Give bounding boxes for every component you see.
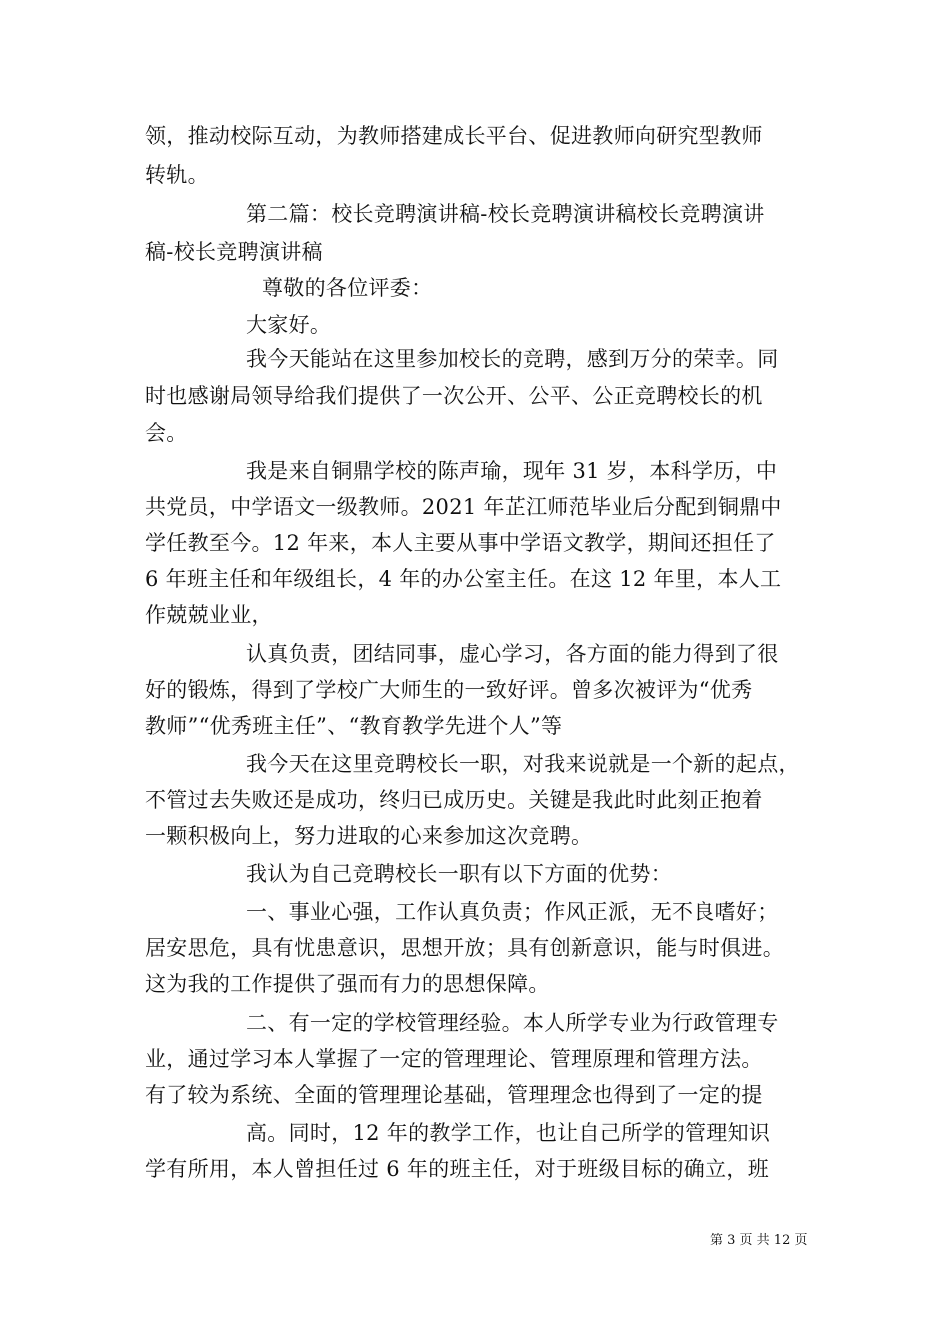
- text-line: 领，推动校际互动，为教师搭建成长平台、促进教师向研究型教师: [145, 124, 763, 148]
- text-line: 业，通过学习本人掌握了一定的管理理论、管理原理和管理方法。: [145, 1047, 763, 1071]
- text-line: 作兢兢业业，: [145, 603, 273, 627]
- text-line: 不管过去失败还是成功，终归已成历史。关键是我此时此刻正抱着: [145, 788, 763, 812]
- text-line: 一、事业心强，工作认真负责；作风正派，无不良嗜好；: [246, 900, 779, 924]
- salutation: 尊敬的各位评委：: [262, 276, 433, 300]
- text-line: 我今天能站在这里参加校长的竞聘，感到万分的荣幸。同: [246, 347, 779, 371]
- text-line: 这为我的工作提供了强而有力的思想保障。: [145, 972, 550, 996]
- section-title-cont: 稿-校长竞聘演讲稿: [145, 240, 323, 264]
- text-line: 一颗积极向上，努力进取的心来参加这次竞聘。: [145, 824, 593, 848]
- page-number: 第 3 页 共 12 页: [710, 1233, 808, 1248]
- text-line: 转轨。: [145, 163, 209, 187]
- text-line: 好的锻炼，得到了学校广大师生的一致好评。曾多次被评为“优秀: [145, 678, 753, 702]
- text-line: 高。同时，12 年的教学工作，也让自己所学的管理知识: [246, 1121, 771, 1145]
- text-line: 认真负责，团结同事，虚心学习，各方面的能力得到了很: [246, 642, 779, 666]
- section-title: 第二篇：校长竞聘演讲稿-校长竞聘演讲稿校长竞聘演讲: [246, 202, 765, 226]
- text-line: 居安思危，具有忧患意识，思想开放；具有创新意识，能与时俱进。: [145, 936, 784, 960]
- text-line: 6 年班主任和年级组长，4 年的办公室主任。在这 12 年里，本人工: [145, 567, 782, 591]
- text-line: 我认为自己竞聘校长一职有以下方面的优势：: [246, 862, 672, 886]
- text-line: 我是来自铜鼎学校的陈声瑜，现年 31 岁，本科学历，中: [246, 459, 778, 483]
- text-line: 有了较为系统、全面的管理理论基础，管理理念也得到了一定的提: [145, 1083, 763, 1107]
- text-line: 共党员，中学语文一级教师。2021 年芷江师范毕业后分配到铜鼎中: [145, 495, 782, 519]
- text-line: 学有所用，本人曾担任过 6 年的班主任，对于班级目标的确立，班: [145, 1157, 770, 1181]
- text-line: 二、有一定的学校管理经验。本人所学专业为行政管理专: [246, 1011, 779, 1035]
- greeting: 大家好。: [246, 313, 332, 337]
- text-line: 时也感谢局领导给我们提供了一次公开、公平、公正竞聘校长的机: [145, 384, 763, 408]
- text-line: 会。: [145, 421, 188, 445]
- text-line: 我今天在这里竞聘校长一职，对我来说就是一个新的起点，: [246, 752, 800, 776]
- text-line: 学任教至今。12 年来，本人主要从事中学语文教学，期间还担任了: [145, 531, 776, 555]
- text-line: 教师”“优秀班主任”、“教育教学先进个人”等: [145, 714, 563, 738]
